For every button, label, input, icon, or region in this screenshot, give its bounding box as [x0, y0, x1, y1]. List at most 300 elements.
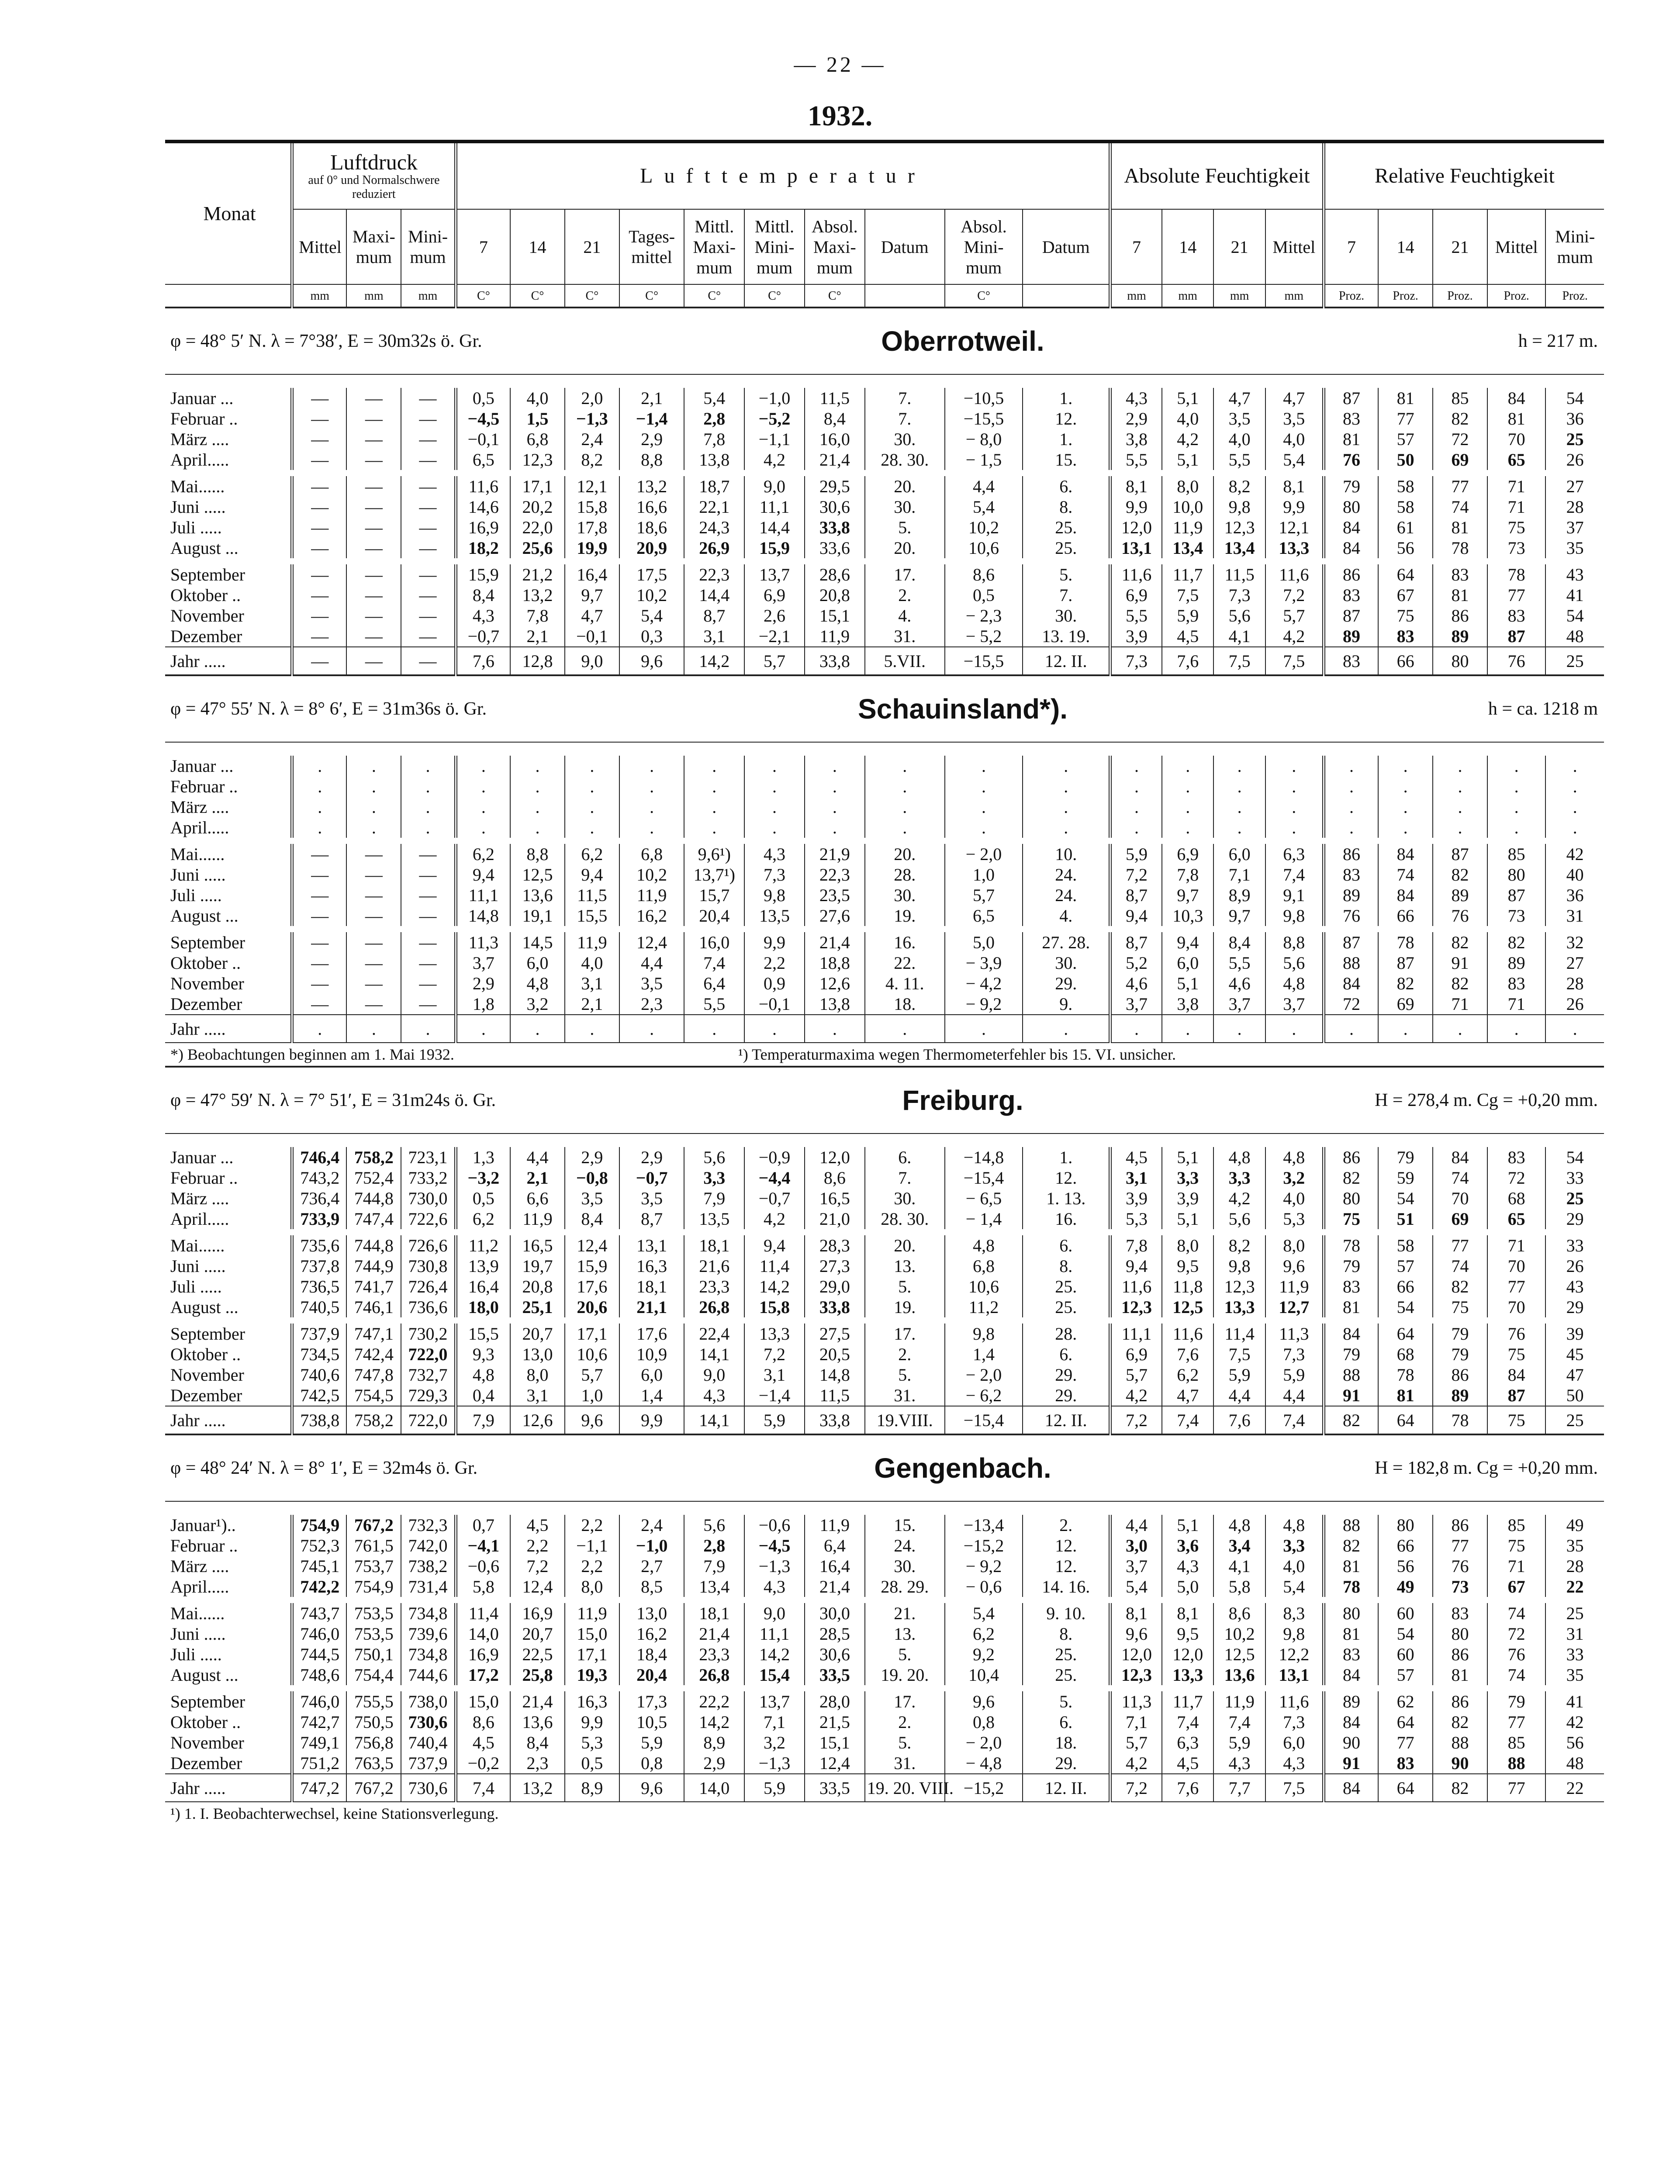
column-header: 14 [510, 209, 565, 284]
month-label: März .... [170, 429, 229, 449]
table-row [165, 1774, 1604, 1802]
cell-value: 37 [1545, 517, 1604, 538]
cell-value: 747,4 [346, 1209, 401, 1232]
footnote [165, 1043, 1604, 1067]
cell-value: 5,1 [1162, 1515, 1213, 1535]
cell-value: . [346, 797, 401, 817]
cell-value: 13,6 [1213, 1665, 1265, 1688]
cell-value: 13,8 [684, 449, 744, 473]
month-label: Oktober .. [170, 585, 241, 605]
climate-table [165, 140, 1604, 1825]
cell-value: 12,5 [510, 864, 565, 885]
cell-value: 3,8 [1110, 429, 1162, 449]
cell-value: 5,1 [1162, 1147, 1213, 1168]
cell-value: 3,2 [1265, 1168, 1324, 1188]
cell-value: 12. [1023, 1556, 1110, 1576]
cell-value: . [1162, 1015, 1213, 1043]
unit-label: C° [619, 284, 684, 308]
cell-value: 0,8 [945, 1712, 1023, 1732]
cell-value: 21,0 [805, 1209, 865, 1232]
station-coordinates: φ = 47° 55′ N. λ = 8° 6′, E = 31m36s ö. Gr. [170, 698, 487, 719]
cell-value: 4,3 [684, 1385, 744, 1406]
cell-value: 744,9 [346, 1256, 401, 1276]
cell-value: 4,7 [1162, 1385, 1213, 1406]
cell-value: 5,5 [1110, 605, 1162, 626]
cell-value: . [1265, 817, 1324, 841]
cell-value: 4,2 [1110, 1385, 1162, 1406]
cell-value: 742,5 [292, 1385, 347, 1406]
cell-value: 64 [1378, 1320, 1433, 1344]
cell-value: 740,5 [292, 1297, 347, 1320]
cell-value: 758,2 [346, 1147, 401, 1168]
cell-value: 20,6 [565, 1297, 619, 1320]
cell-value: 81 [1324, 429, 1378, 449]
cell-value: 11,9 [1213, 1688, 1265, 1712]
cell-value: 13,7¹) [684, 864, 744, 885]
cell-value: 11,7 [1162, 561, 1213, 585]
cell-value: — [292, 408, 347, 429]
cell-value: 5,7 [1110, 1732, 1162, 1753]
cell-value: 749,1 [292, 1732, 347, 1753]
cell-value: 45 [1545, 1344, 1604, 1365]
cell-value: 26 [1545, 449, 1604, 473]
month-label: September [170, 1324, 245, 1344]
unit-label: Proz. [1487, 284, 1545, 308]
cell-value: 13,6 [510, 1712, 565, 1732]
cell-value: − 8,0 [945, 429, 1023, 449]
cell-value: 11,5 [1213, 561, 1265, 585]
cell-value: 4,8 [1213, 1515, 1265, 1535]
cell-value: . [945, 776, 1023, 797]
cell-value: 11,1 [744, 1624, 805, 1644]
cell-value: 11,8 [1162, 1276, 1213, 1297]
cell-value: 47 [1545, 1365, 1604, 1385]
cell-value: 3,4 [1213, 1535, 1265, 1556]
cell-value: 71 [1487, 1556, 1545, 1576]
cell-value: 21,5 [805, 1712, 865, 1732]
cell-value: 4,8 [456, 1365, 510, 1385]
cell-value: 11,9 [1265, 1276, 1324, 1297]
cell-value: 7. [1023, 585, 1110, 605]
cell-value: 742,7 [292, 1712, 347, 1732]
cell-value: — [346, 841, 401, 864]
cell-value: 8,1 [1162, 1600, 1213, 1624]
cell-value: . [510, 1015, 565, 1043]
cell-value: — [401, 538, 456, 561]
cell-value: 11,6 [1265, 1688, 1324, 1712]
month-label: Oktober .. [170, 1712, 241, 1732]
cell-value: . [1378, 776, 1433, 797]
cell-value: 12,4 [805, 1753, 865, 1774]
month-label: Juli ..... [170, 885, 222, 905]
cell-value: 9,6 [565, 1406, 619, 1434]
cell-value: 72 [1487, 1624, 1545, 1644]
month-label: Mai...... [170, 1236, 225, 1255]
cell-value: — [401, 605, 456, 626]
cell-value: — [346, 429, 401, 449]
cell-value: . [1545, 756, 1604, 776]
cell-value: 4. 11. [865, 973, 945, 994]
cell-value: 9,7 [1162, 885, 1213, 905]
cell-value: 742,2 [292, 1576, 347, 1600]
cell-value: 79 [1433, 1320, 1487, 1344]
station-header [165, 675, 1604, 742]
cell-value: 75 [1487, 1406, 1545, 1434]
cell-value: 743,7 [292, 1600, 347, 1624]
cell-value: 6,8 [619, 841, 684, 864]
table-row [165, 585, 1604, 605]
table-row [165, 797, 1604, 817]
cell-value: 3,3 [1162, 1168, 1213, 1188]
cell-value: 80 [1433, 647, 1487, 675]
cell-value: . [619, 1015, 684, 1043]
cell-value: 76 [1324, 449, 1378, 473]
cell-value: 5,7 [1265, 605, 1324, 626]
cell-value: 22,5 [510, 1644, 565, 1665]
cell-value: 13,4 [1213, 538, 1265, 561]
cell-value: 7,6 [1162, 647, 1213, 675]
cell-value: 8,6 [945, 561, 1023, 585]
cell-value: 8,7 [1110, 929, 1162, 953]
cell-value: 4,8 [1265, 973, 1324, 994]
cell-value: . [1378, 797, 1433, 817]
cell-value: 87 [1487, 1385, 1545, 1406]
cell-value: 59 [1378, 1168, 1433, 1188]
cell-value: 746,1 [346, 1297, 401, 1320]
cell-value: 10,6 [565, 1344, 619, 1365]
cell-value: — [401, 647, 456, 675]
cell-value: — [401, 973, 456, 994]
column-header: 7 [456, 209, 510, 284]
cell-value: 78 [1433, 1406, 1487, 1434]
cell-value: . [1162, 797, 1213, 817]
cell-value: 8,4 [565, 1209, 619, 1232]
cell-value: 76 [1433, 905, 1487, 929]
unit-label: Proz. [1378, 284, 1433, 308]
cell-value: . [1023, 776, 1110, 797]
cell-value: . [1487, 776, 1545, 797]
cell-value: 15,1 [805, 1732, 865, 1753]
cell-value: 71 [1487, 473, 1545, 497]
cell-value: . [346, 756, 401, 776]
cell-value: 2,9 [619, 1147, 684, 1168]
header-luftdruck: Luftdruck auf 0° und Normalschwere reduziert [292, 142, 456, 209]
cell-value: 5,7 [744, 647, 805, 675]
cell-value: 747,2 [292, 1774, 347, 1802]
cell-value: 48 [1545, 626, 1604, 647]
cell-value: . [1487, 817, 1545, 841]
month-label: Januar ... [170, 756, 234, 776]
cell-value: 754,9 [292, 1515, 347, 1535]
cell-value: 66 [1378, 647, 1433, 675]
cell-value: 78 [1433, 538, 1487, 561]
cell-value: − 6,5 [945, 1188, 1023, 1209]
cell-value: −1,4 [619, 408, 684, 429]
cell-value: 22,2 [684, 1688, 744, 1712]
cell-value: 6,9 [1110, 1344, 1162, 1365]
cell-value: . [1378, 1015, 1433, 1043]
cell-value: 9,4 [1110, 905, 1162, 929]
cell-value: 4,0 [1162, 408, 1213, 429]
cell-value: 91 [1433, 953, 1487, 973]
table-row [165, 1320, 1604, 1344]
cell-value: 10,4 [945, 1665, 1023, 1688]
cell-value: 26,8 [684, 1297, 744, 1320]
cell-value: 12. [1023, 1535, 1110, 1556]
month-label: September [170, 565, 245, 584]
cell-value: 20,5 [805, 1344, 865, 1365]
month-label: Juni ..... [170, 1624, 226, 1644]
cell-value: 19. 20. [865, 1665, 945, 1688]
cell-value: 23,3 [684, 1644, 744, 1665]
cell-value: 27,5 [805, 1320, 865, 1344]
cell-value: — [401, 953, 456, 973]
cell-value: 2,1 [510, 626, 565, 647]
station-header [165, 308, 1604, 374]
cell-value: 6,4 [805, 1535, 865, 1556]
cell-value: 7,1 [1213, 864, 1265, 885]
table-row [165, 497, 1604, 517]
cell-value: 41 [1545, 585, 1604, 605]
cell-value: 21,4 [805, 1576, 865, 1600]
cell-value: . [292, 776, 347, 797]
cell-value: 87 [1324, 605, 1378, 626]
cell-value: . [805, 756, 865, 776]
column-header: 14 [1378, 209, 1433, 284]
cell-value: 62 [1378, 1688, 1433, 1712]
cell-value: − 5,2 [945, 626, 1023, 647]
cell-value: 4,6 [1110, 973, 1162, 994]
cell-value: 3,5 [619, 973, 684, 994]
cell-value: 58 [1378, 1232, 1433, 1256]
cell-value: 4,6 [1213, 973, 1265, 994]
cell-value: . [1023, 1015, 1110, 1043]
cell-value: 82 [1433, 408, 1487, 429]
cell-value: 734,8 [401, 1644, 456, 1665]
cell-value: . [1213, 817, 1265, 841]
cell-value: . [1265, 776, 1324, 797]
cell-value: . [1023, 756, 1110, 776]
cell-value: 740,6 [292, 1365, 347, 1385]
cell-value: 7,6 [1213, 1406, 1265, 1434]
cell-value: 4,5 [1162, 1753, 1213, 1774]
cell-value: 2,3 [510, 1753, 565, 1774]
table-row [165, 1753, 1604, 1774]
cell-value: 28 [1545, 973, 1604, 994]
cell-value: 12,0 [805, 1147, 865, 1168]
cell-value: 4,0 [1265, 1188, 1324, 1209]
cell-value: 78 [1378, 1365, 1433, 1385]
month-label: Februar .. [170, 409, 238, 429]
cell-value: 4,5 [510, 1515, 565, 1535]
cell-value: 20,4 [684, 905, 744, 929]
cell-value: 6,9 [1162, 841, 1213, 864]
cell-value: 8,4 [805, 408, 865, 429]
cell-value: 64 [1378, 1406, 1433, 1434]
cell-value: 20,8 [510, 1276, 565, 1297]
cell-value: 28 [1545, 1556, 1604, 1576]
cell-value: 5. [1023, 561, 1110, 585]
cell-value: 17,8 [565, 517, 619, 538]
cell-value: 9,6 [1265, 1256, 1324, 1276]
cell-value: 5,1 [1162, 388, 1213, 408]
month-label: Mai...... [170, 477, 225, 496]
cell-value: 5,3 [1265, 1209, 1324, 1232]
cell-value: 15,5 [565, 905, 619, 929]
cell-value: 1,0 [565, 1385, 619, 1406]
cell-value: 735,6 [292, 1232, 347, 1256]
cell-value: 71 [1487, 1232, 1545, 1256]
cell-value: 3,1 [744, 1365, 805, 1385]
cell-value: . [565, 797, 619, 817]
month-label: August ... [170, 1297, 239, 1317]
cell-value: 86 [1433, 1644, 1487, 1665]
cell-value: 21,4 [805, 929, 865, 953]
cell-value: 4. [865, 605, 945, 626]
cell-value: 5. [865, 517, 945, 538]
cell-value: 13,3 [1265, 538, 1324, 561]
cell-value: 83 [1324, 408, 1378, 429]
cell-value: 4,2 [744, 1209, 805, 1232]
cell-value: 71 [1433, 994, 1487, 1015]
unit-label: C° [684, 284, 744, 308]
cell-value: −1,3 [744, 1753, 805, 1774]
cell-value: . [456, 1015, 510, 1043]
cell-value: 89 [1324, 885, 1378, 905]
column-header: 14 [1162, 209, 1213, 284]
cell-value: 31. [865, 1753, 945, 1774]
cell-value: 82 [1433, 973, 1487, 994]
cell-value: 758,2 [346, 1406, 401, 1434]
table-row [165, 1344, 1604, 1365]
cell-value: 744,5 [292, 1644, 347, 1665]
cell-value: 33,8 [805, 1406, 865, 1434]
cell-value: 754,9 [346, 1576, 401, 1600]
cell-value: 738,0 [401, 1688, 456, 1712]
cell-value: 60 [1378, 1600, 1433, 1624]
cell-value: . [1545, 817, 1604, 841]
station-coordinates: φ = 48° 5′ N. λ = 7°38′, E = 30m32s ö. Gr. [170, 331, 482, 351]
spacer-row [165, 374, 1604, 388]
month-label: Oktober .. [170, 1344, 241, 1364]
cell-value: 18,7 [684, 473, 744, 497]
cell-value: 16,5 [510, 1232, 565, 1256]
cell-value: 17. [865, 1320, 945, 1344]
cell-value: −0,1 [456, 429, 510, 449]
cell-value: 13,2 [619, 473, 684, 497]
cell-value: 89 [1433, 1385, 1487, 1406]
cell-value: — [346, 605, 401, 626]
cell-value: 29. [1023, 973, 1110, 994]
cell-value: 18,1 [684, 1600, 744, 1624]
cell-value: 86 [1324, 1147, 1378, 1168]
cell-value: 7,5 [1162, 585, 1213, 605]
header-monat: Monat [165, 142, 292, 284]
cell-value: 2. [865, 1712, 945, 1732]
cell-value: 5,4 [619, 605, 684, 626]
cell-value: 14,0 [456, 1624, 510, 1644]
station-name: Freiburg. [902, 1084, 1023, 1116]
cell-value: 41 [1545, 1688, 1604, 1712]
column-header: Mini-mum [401, 209, 456, 284]
cell-value: 80 [1324, 1600, 1378, 1624]
cell-value: — [346, 538, 401, 561]
cell-value: 16,6 [619, 497, 684, 517]
cell-value: 11,4 [744, 1256, 805, 1276]
cell-value: 9,9 [1110, 497, 1162, 517]
cell-value: 5,2 [1110, 953, 1162, 973]
cell-value: 33,5 [805, 1774, 865, 1802]
cell-value: . [565, 776, 619, 797]
month-label: April..... [170, 1209, 229, 1229]
table-row [165, 994, 1604, 1015]
cell-value: 1. [1023, 429, 1110, 449]
cell-value: − 2,0 [945, 1732, 1023, 1753]
cell-value: 88 [1433, 1732, 1487, 1753]
cell-value: 18,6 [619, 517, 684, 538]
cell-value: — [346, 885, 401, 905]
unit-label: C° [805, 284, 865, 308]
cell-value: 4,2 [744, 449, 805, 473]
cell-value: . [1023, 817, 1110, 841]
cell-value: 3,3 [1213, 1168, 1265, 1188]
cell-value: 5,8 [1213, 1576, 1265, 1600]
column-header: Datum [865, 209, 945, 284]
cell-value: 746,4 [292, 1147, 347, 1168]
cell-value: 54 [1545, 605, 1604, 626]
cell-value: 90 [1433, 1753, 1487, 1774]
cell-value: 26,8 [684, 1665, 744, 1688]
cell-value: 5,9 [619, 1732, 684, 1753]
cell-value: 16,2 [619, 1624, 684, 1644]
cell-value: . [1265, 1015, 1324, 1043]
cell-value: 16,2 [619, 905, 684, 929]
cell-value: . [1324, 817, 1378, 841]
cell-value: 54 [1545, 388, 1604, 408]
cell-value: . [744, 776, 805, 797]
cell-value: 6. [1023, 473, 1110, 497]
cell-value: . [805, 797, 865, 817]
cell-value: 10,0 [1162, 497, 1213, 517]
cell-value: 77 [1433, 1232, 1487, 1256]
cell-value: 3,1 [684, 626, 744, 647]
cell-value: 57 [1378, 1665, 1433, 1688]
cell-value: 6,5 [456, 449, 510, 473]
cell-value: 84 [1378, 885, 1433, 905]
cell-value: 5,4 [945, 1600, 1023, 1624]
cell-value: . [1110, 817, 1162, 841]
cell-value: 15,7 [684, 885, 744, 905]
cell-value: . [1110, 1015, 1162, 1043]
cell-value: 2,7 [619, 1556, 684, 1576]
cell-value: 58 [1378, 473, 1433, 497]
cell-value: — [401, 517, 456, 538]
cell-value: 84 [1487, 388, 1545, 408]
cell-value: 83 [1487, 973, 1545, 994]
cell-value: 70 [1487, 1297, 1545, 1320]
cell-value: 87 [1324, 388, 1378, 408]
cell-value: . [865, 797, 945, 817]
cell-value: 748,6 [292, 1665, 347, 1688]
cell-value: 18,4 [619, 1644, 684, 1665]
cell-value: 5.VII. [865, 647, 945, 675]
cell-value: 726,6 [401, 1232, 456, 1256]
cell-value: 15. [865, 1515, 945, 1535]
month-label: Januar ... [170, 1147, 234, 1167]
cell-value: 22,4 [684, 1320, 744, 1344]
cell-value: 80 [1378, 1515, 1433, 1535]
cell-value: 4,3 [744, 1576, 805, 1600]
